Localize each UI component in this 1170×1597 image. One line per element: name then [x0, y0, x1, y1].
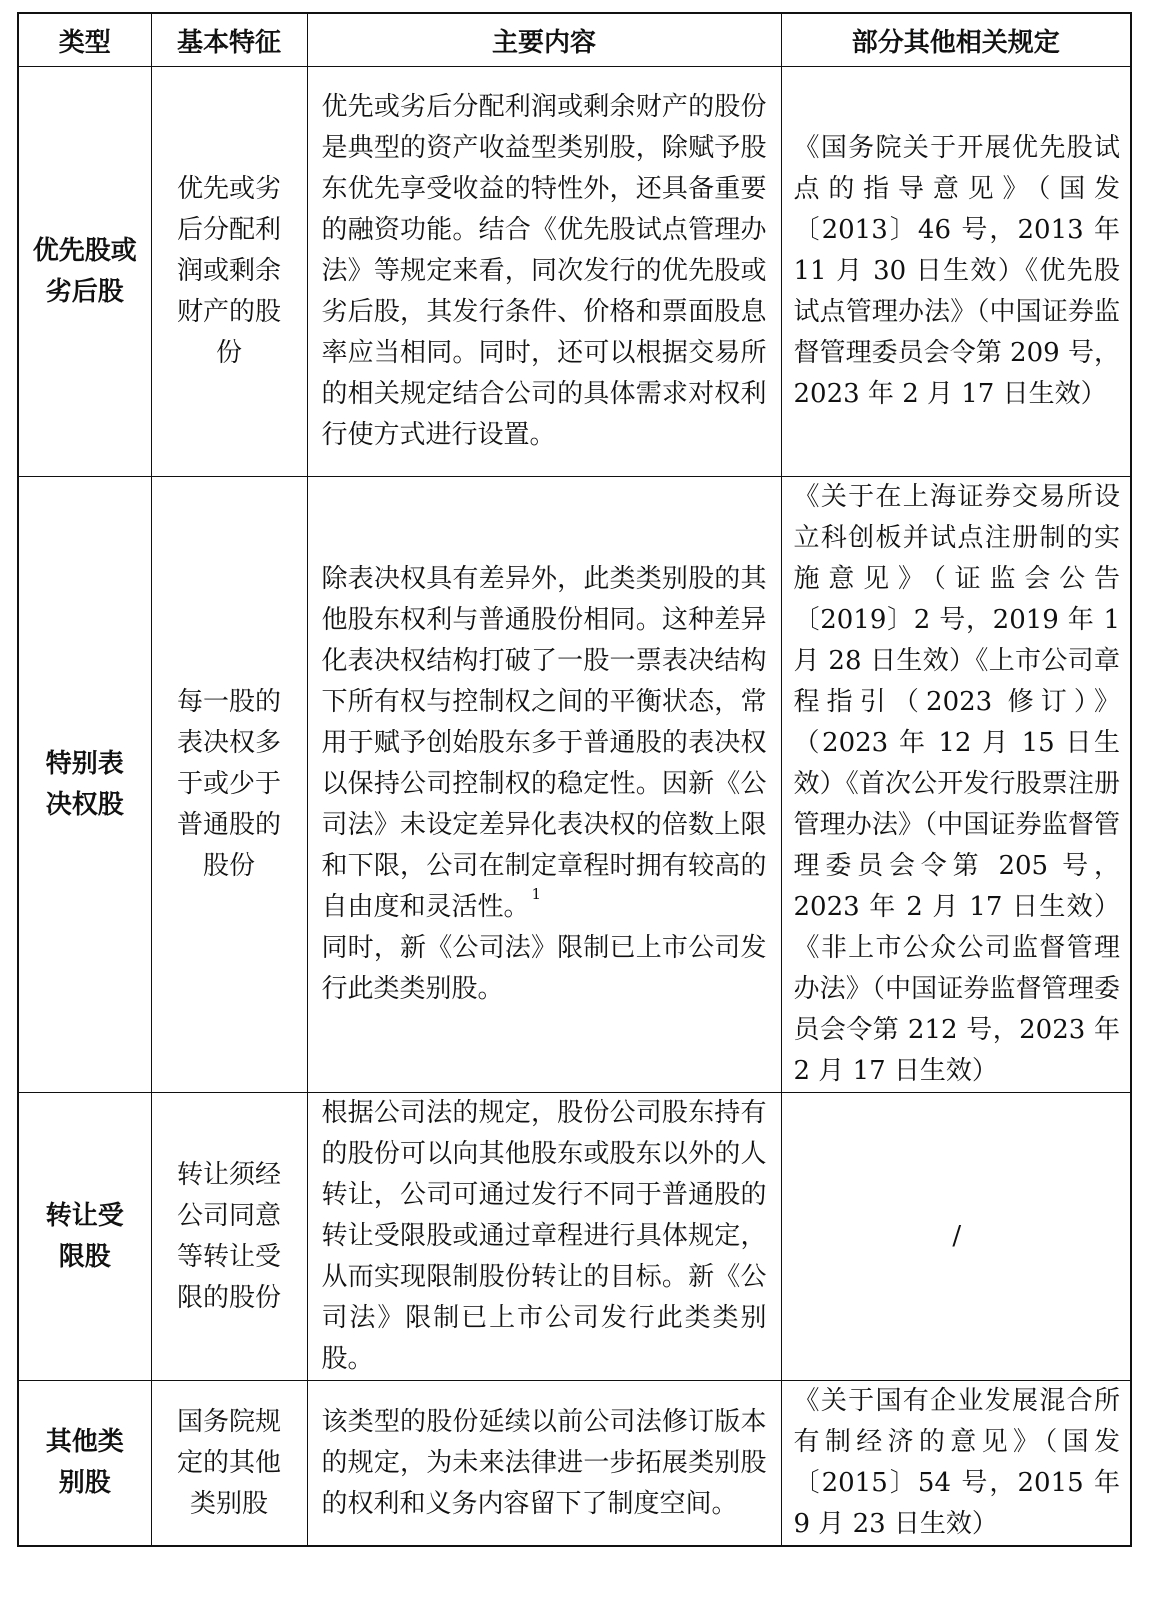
- share-class-table: [17, 12, 1132, 1547]
- type-cell: 优先股或劣后股: [18, 67, 151, 477]
- header-rules: 部分其他相关规定: [781, 13, 1131, 67]
- header-content: 主要内容: [307, 13, 781, 67]
- type-cell: 转让受限股: [18, 1093, 151, 1381]
- type-cell: 其他类别股: [18, 1381, 151, 1547]
- content-cell: 优先或劣后分配利润或剩余财产的股份是典型的资产收益型类别股，除赋予股东优先享受收益的特性外，还具备重要的融资功能。结合《优先股试点管理办法》等规定来看，同次发行的优先股或劣后股，其发行条件、价格和票面股息率应当相同。同时，还可以根据交易所的相关规定结合公司的具体需求对权利行使方式进行设置。: [307, 67, 781, 477]
- feature-cell: 国务院规定的其他类别股: [151, 1381, 307, 1547]
- table-row: [18, 477, 1131, 1093]
- rules-cell: 《关于国有企业发展混合所有制经济的意见》（国发〔2015〕54 号，2015 年 9 月 23 日生效）: [781, 1381, 1131, 1547]
- feature-cell: 每一股的表决权多于或少于普通股的股份: [151, 477, 307, 1093]
- content-text-continued: 同时，新《公司法》限制已上市公司发行此类类别股。: [321, 933, 767, 1004]
- rules-cell: 《国务院关于开展优先股试点的指导意见》（国发〔2013〕46 号，2013 年 11 月 30 日生效）《优先股试点管理办法》（中国证券监督管理委员会令第 209 号，2023 年 2 月 17 日生效）: [781, 67, 1131, 477]
- rules-cell: 《关于在上海证券交易所设立科创板并试点注册制的实施意见》（证监会公告〔2019〕2 号，2019 年 1 月 28 日生效）《上市公司章程指引（2023 修订）》（2023 年 12 月 15 日生效）《首次公开发行股票注册管理办法》（中国证券监督管理委员会令第 205 号，2023 年 2 月 17 日生效）《非上市公众公司监督管理办法》（中国证券监督管理委员会令第 212 号，2023 年 2 月 17 日生效）: [781, 477, 1131, 1093]
- content-cell: 该类型的股份延续以前公司法修订版本的规定，为未来法律进一步拓展类别股的权利和义务内容留下了制度空间。: [307, 1381, 781, 1547]
- content-cell: 根据公司法的规定，股份公司股东持有的股份可以向其他股东或股东以外的人转让，公司可通过发行不同于普通股的转让受限股或通过章程进行具体规定，从而实现限制股份转让的目标。新《公司法》限制已上市公司发行此类类别股。: [307, 1093, 781, 1381]
- feature-cell: 优先或劣后分配利润或剩余财产的股份: [151, 67, 307, 477]
- table-row: [18, 1093, 1131, 1381]
- rules-cell: /: [781, 1093, 1131, 1381]
- feature-cell: 转让须经公司同意等转让受限的股份: [151, 1093, 307, 1381]
- content-text: 除表决权具有差异外，此类类别股的其他股东权利与普通股份相同。这种差异化表决权结构打破了一股一票表决结构下所有权与控制权之间的平衡状态，常用于赋予创始股东多于普通股的表决权以保持公司控制权的稳定性。因新《公司法》未设定差异化表决权的倍数上限和下限，公司在制定章程时拥有较高的自由度和灵活性。: [321, 564, 767, 922]
- table-row: [18, 1381, 1131, 1547]
- footnote-marker[interactable]: 1: [531, 885, 542, 903]
- header-feature: 基本特征: [151, 13, 307, 67]
- header-type: 类型: [18, 13, 151, 67]
- header-row: [18, 13, 1131, 67]
- type-cell: 特别表决权股: [18, 477, 151, 1093]
- table-row: [18, 67, 1131, 477]
- content-cell: [307, 477, 781, 1093]
